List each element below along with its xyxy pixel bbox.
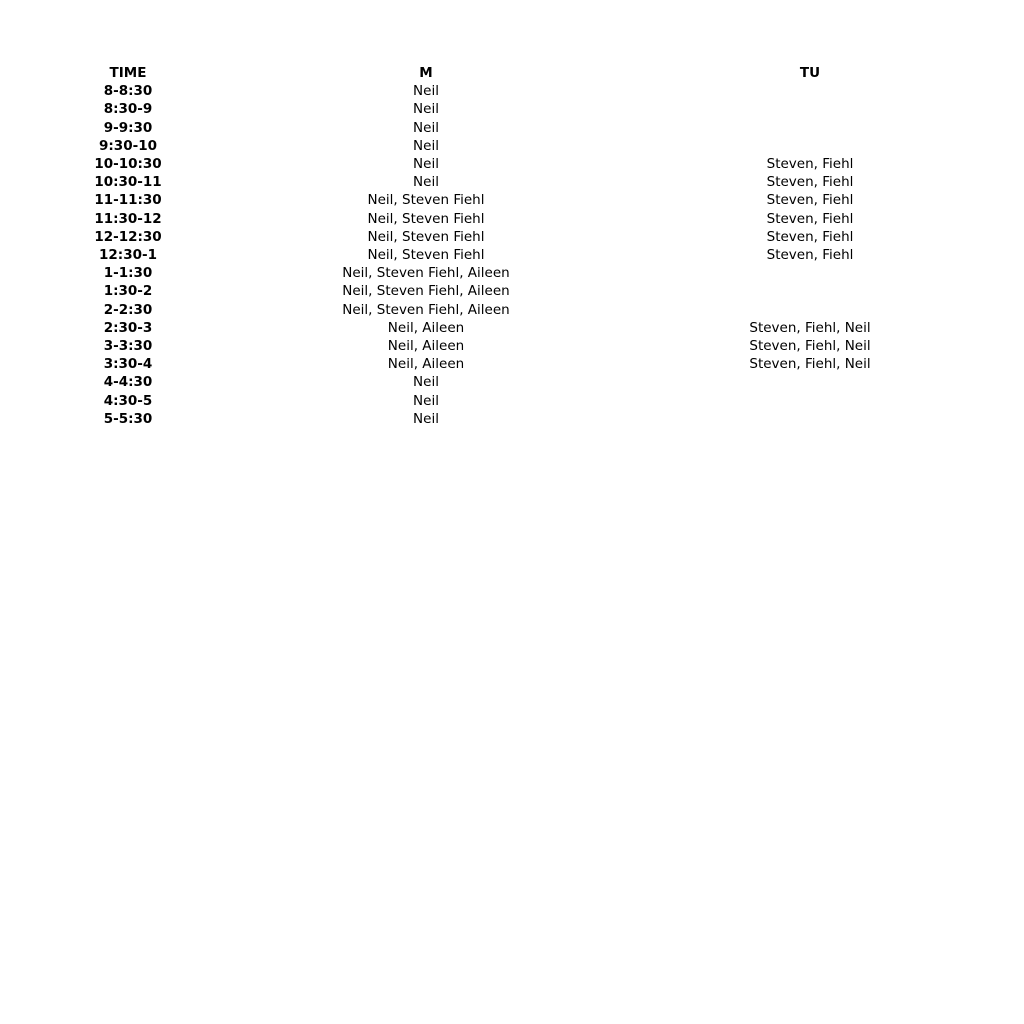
table-row: [0, 355, 1024, 373]
tu-cell: Steven, Fiehl: [766, 174, 854, 191]
m-cell: Neil: [413, 374, 439, 391]
tu-cell: [596, 119, 1024, 137]
table-row: [0, 173, 1024, 191]
m-cell: Neil: [413, 101, 439, 118]
m-cell: Neil, Steven Fiehl, Aileen: [342, 283, 510, 300]
header-time: TIME: [109, 65, 147, 81]
time-cell: 10:30-11: [94, 174, 162, 191]
m-cell: Neil, Aileen: [387, 319, 465, 336]
time-cell: 9:30-10: [99, 137, 157, 154]
table-row: [0, 100, 1024, 118]
table-row: [0, 228, 1024, 246]
time-cell: 10-10:30: [94, 156, 162, 173]
tu-cell: Steven, Fiehl: [766, 192, 854, 209]
header-row: [0, 64, 1024, 82]
tu-cell: [596, 373, 1024, 391]
tu-cell: Steven, Fiehl, Neil: [749, 319, 871, 336]
time-cell: 12-12:30: [94, 228, 162, 245]
header-tu: TU: [799, 65, 821, 81]
m-cell: Neil, Steven Fiehl, Aileen: [342, 301, 510, 318]
time-cell: 9-9:30: [103, 119, 153, 136]
m-cell: Neil: [413, 83, 439, 100]
tu-cell: Steven, Fiehl: [766, 228, 854, 245]
table-row: [0, 191, 1024, 209]
table-row: [0, 282, 1024, 300]
m-cell: Neil: [413, 137, 439, 154]
time-cell: 12:30-1: [99, 247, 157, 264]
time-cell: 8-8:30: [103, 83, 153, 100]
tu-cell: [596, 82, 1024, 100]
time-cell: 3:30-4: [103, 356, 153, 373]
tu-cell: [596, 301, 1024, 319]
table-row: [0, 301, 1024, 319]
time-cell: 3-3:30: [103, 338, 153, 355]
m-cell: Neil: [413, 410, 439, 427]
table-row: [0, 137, 1024, 155]
m-cell: Neil, Steven Fiehl: [367, 210, 485, 227]
tu-cell: [596, 282, 1024, 300]
time-cell: 11:30-12: [94, 210, 162, 227]
tu-cell: [596, 137, 1024, 155]
table-row: [0, 210, 1024, 228]
tu-cell: Steven, Fiehl: [766, 156, 854, 173]
table-row: [0, 119, 1024, 137]
m-cell: Neil, Steven Fiehl: [367, 192, 485, 209]
m-cell: Neil: [413, 174, 439, 191]
table-row: [0, 82, 1024, 100]
time-cell: 1-1:30: [103, 265, 153, 282]
table-row: [0, 155, 1024, 173]
tu-cell: [596, 410, 1024, 428]
tu-cell: Steven, Fiehl: [766, 247, 854, 264]
table-row: [0, 246, 1024, 264]
m-cell: Neil, Aileen: [387, 338, 465, 355]
time-cell: 1:30-2: [103, 283, 153, 300]
m-cell: Neil: [413, 119, 439, 136]
m-cell: Neil, Aileen: [387, 356, 465, 373]
table-row: [0, 337, 1024, 355]
m-cell: Neil, Steven Fiehl: [367, 228, 485, 245]
schedule-table: [0, 64, 1024, 428]
time-cell: 2-2:30: [103, 301, 153, 318]
time-cell: 5-5:30: [103, 410, 153, 427]
tu-cell: Steven, Fiehl: [766, 210, 854, 227]
tu-cell: Steven, Fiehl, Neil: [749, 356, 871, 373]
m-cell: Neil: [413, 156, 439, 173]
tu-cell: [596, 392, 1024, 410]
tu-cell: [596, 264, 1024, 282]
header-m: M: [419, 65, 433, 81]
tu-cell: [596, 100, 1024, 118]
table-row: [0, 392, 1024, 410]
m-cell: Neil, Steven Fiehl, Aileen: [342, 265, 510, 282]
tu-cell: Steven, Fiehl, Neil: [749, 338, 871, 355]
schedule-body: [0, 82, 1024, 428]
schedule-sheet: [0, 64, 871, 428]
table-row: [0, 410, 1024, 428]
time-cell: 4:30-5: [103, 392, 153, 409]
time-cell: 11-11:30: [94, 192, 162, 209]
table-row: [0, 264, 1024, 282]
m-cell: Neil, Steven Fiehl: [367, 247, 485, 264]
m-cell: Neil: [413, 392, 439, 409]
table-row: [0, 319, 1024, 337]
table-row: [0, 373, 1024, 391]
time-cell: 8:30-9: [103, 101, 153, 118]
time-cell: 4-4:30: [103, 374, 153, 391]
time-cell: 2:30-3: [103, 319, 153, 336]
